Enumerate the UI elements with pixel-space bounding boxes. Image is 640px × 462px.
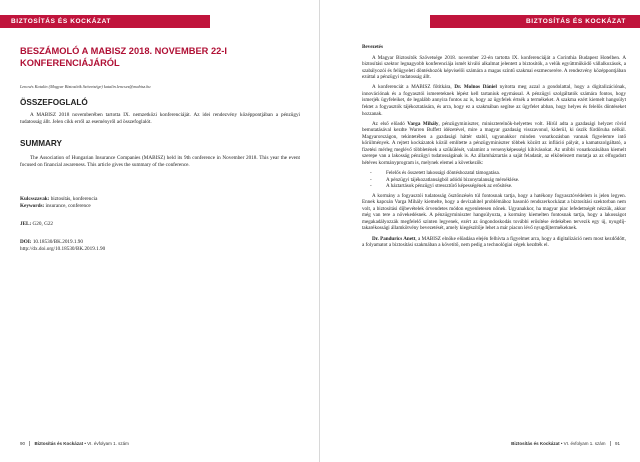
paragraph-2-lead: A konferenciát a MABISZ főtitkára,: [372, 84, 455, 91]
paragraph-5-text: , a MABISZ elnöke előadása elején felhívta a figyelmet arra, hogy a digitalizáció nem most kezdődött, a folyamatot a biztosítási szakmában a követítő, nem pedig a technológiai cégek kezdték el.: [362, 235, 626, 249]
article-body: [362, 44, 626, 252]
footer-divider: [29, 441, 30, 446]
issue-right: • VI. évfolyam 1. szám: [559, 441, 606, 446]
jel-value: G20, G22: [31, 221, 54, 227]
hu-summary-text: A MABISZ 2018 novemberében tartotta IX. nemzetközi konferenciáját. Az idei rendezvény középpontjában a pénzügyi tudatosság állt. Jelen cikk erről az eseményről ad összefoglalót.: [20, 112, 300, 125]
issue-left: • VI. évfolyam 1. szám: [83, 441, 129, 446]
footer-right: [511, 441, 620, 446]
journal-name-right: Biztosítás és Kockázat: [511, 441, 560, 446]
jel-codes: [20, 221, 300, 228]
en-summary-text: The Association of Hungarian Insurance Companies (MABISZ) held its 9th conference in November 2018. This year the event focused on financial awareness. This article gives the summary of the conference.: [20, 155, 300, 168]
speaker-name: Dr. Molnos Dániel: [454, 84, 497, 91]
list-item: - Felelős és összetett lakossági döntéshozatal támogatása.: [370, 170, 626, 177]
hu-summary-heading: ÖSSZEFOGLALÓ: [20, 98, 88, 107]
keywords-en-value: insurance, conference: [44, 203, 91, 209]
paragraph-4: A kormány a fogyasztói tudatosság ösztönzésén túl fontosnak tartja, hogy a hatékony fogyasztóvédelem is jelen legyen. Ennek kapcsán Varga Mihály kiemelte, hogy a devizahitel problémához hasonló rendszerkockázat a biztosítási szektorban nem volt, a biztosítási díjbevételek örvendetes módon egyenletesen nőnek. Ugyanakkor, ha magyar piac lefedettségét nézzük, akkor még van tere a növekedésnek. A pénzügyminiszter hangsúlyozta, a kormány kiemelten fontosnak tartja, hogy a lakosságot megakadályozzák megfelelő szinten legyenek, ezért az öngondoskodás további erősítése érdekében tervezik egy új, nyugdíj-takarékossági államkötvény bevezetését, amely kiegészítője lehet a már piacon lévő nyugdíjtermékeknek.: [362, 192, 626, 232]
right-page: [320, 0, 640, 462]
doi-url[interactable]: http://dx.doi.org/10.18530/BK.2019.1.90: [20, 246, 106, 252]
author-line: Lencsés Katalin (Magyar Biztosítók Szövetsége) katalin.lencses@mabisz.hu: [20, 84, 151, 89]
en-summary-heading: SUMMARY: [20, 139, 62, 148]
paragraph-5: [362, 236, 626, 249]
speaker-name: Dr. Pandurics Anett: [372, 235, 416, 242]
footer-left: [20, 441, 129, 446]
page-number-left: 90: [20, 441, 26, 446]
paragraph-1: A Magyar Biztosítók Szövetsége 2018. november 22-én tartotta IX. konferenciáját a Corinthia Budapest Hotelben. A biztosítási szektor legnagyobb konferenciája ismét kiváló alkalmat jelentett a biztosítók, a velük együttműködő vállalkozások, a szabályozói és felügyeleti döntéshozók képviselői számára a magas színtű szakmai eszmecserére. A rendezvény középpontjában ezúttal a pénzügyi tudatosság állt.: [362, 54, 626, 81]
doi-line: [20, 239, 300, 246]
article-title: BESZÁMOLÓ A MABISZ 2018. NOVEMBER 22-I KONFERENCIÁJÁRÓL: [20, 46, 227, 68]
keywords-hu-value: biztosítás, konferencia: [49, 196, 98, 202]
doi-value: 10.18530/BK.2019.1.90: [31, 239, 83, 245]
journal-name-left: Biztosítás és Kockázat: [34, 441, 84, 446]
program-list: [370, 170, 626, 190]
keywords-hu: [20, 196, 300, 203]
footer-divider: [610, 441, 611, 446]
keywords-hu-label: Kulcsszavak:: [20, 196, 50, 202]
paragraph-3-text: , pénzügyminiszter, miniszterelnök-helyettes volt. Hírül adta a gazdasági helyzet rövid bemutatásával kezdte Warren Buffett idézetével, mire a magyar gazdaság visszavonul, kiderül, ki úszik fürdőruha nélkül. Magyarországon, tekintetében a gazdasági háttér stabil, ugyanakkor minden vonatkozásban vannak figyelemre intő körülmények. A rejtett kockázatok közül említette a pénzügyminiszter többek között az infláció pályát, a kamatszolgáltató, a fizetési mérleg meglévő többletének a szűkülését, valamint a versenyképességi kihívásokat. Az utóbbi vonatkozásában kiemelt szerepe van a lakosság pénzügyi tudatosságának is. Az államháztartás a saját feladatát, az elkötelezett mutatja az az elfogadott hétéves kormányprogram is, melynek elemei a következők:: [362, 120, 627, 166]
doi-label: DOI:: [20, 239, 32, 245]
page-number-right: 91: [614, 441, 620, 446]
body-heading: Bevezetés: [362, 44, 383, 50]
paragraph-3: [362, 121, 626, 167]
section-tab-right: BIZTOSÍTÁS ÉS KOCKÁZAT: [430, 15, 640, 28]
speaker-name: Varga Mihály: [407, 120, 439, 127]
section-tab-left: BIZTOSÍTÁS ÉS KOCKÁZAT: [0, 15, 210, 28]
jel-label: JEL:: [20, 221, 32, 227]
list-item: - A háztartások pénzügyi stressztűrő képességének az erősítése.: [370, 183, 626, 190]
list-item: - A pénzügyi tájékozatlanságból adódó bizonytalanság mérséklése.: [370, 177, 626, 184]
keywords-en-label: Keywords:: [20, 203, 45, 209]
paragraph-2-text: nyitotta meg azzal a gondolattal, hogy a digitalizációnak, innovációnak és a fogyasztói ismereteknek lépést kell tartaniuk egymással. A pénzügyi szolgáltatók számára fontos, hogy ismerjék ügyfeleiket, de legalább annyira fontos az is, hogy az ügyfelek értsék a termékeket. A szakma ezért kiemelt hangsúlyt fektet a fogyasztók tájékoztatására, és arra, hogy ez a szakmában segítse az ügyfelet abban, hogy helyes és felelős döntéseket hozzanak.: [362, 84, 626, 117]
paragraph-3-lead: Az első előadó: [372, 120, 408, 127]
paragraph-2: [362, 84, 626, 117]
keywords-en: [20, 203, 300, 210]
